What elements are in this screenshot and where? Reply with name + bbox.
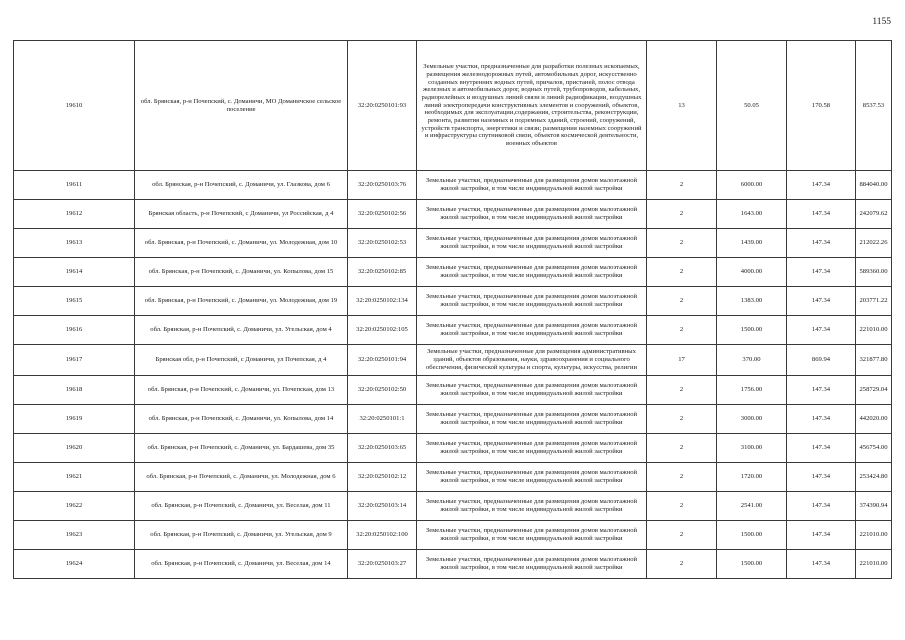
area-cell: 1500.00 (717, 521, 787, 550)
cadastral-value-cell: 442020.00 (856, 405, 892, 434)
land-registry-table (13, 40, 892, 579)
address-cell: обл. Брянская, р-н Почепский, с. Доманичи, ул. Бардашева, дом 35 (135, 434, 348, 463)
address-cell: обл. Брянская, р-н Почепский, с. Доманичи, ул. Глазкова, дом 6 (135, 171, 348, 200)
specific-value-cell: 147.34 (787, 405, 856, 434)
group-cell: 2 (647, 405, 717, 434)
specific-value-cell: 147.34 (787, 287, 856, 316)
group-cell: 2 (647, 521, 717, 550)
table-row (14, 376, 892, 405)
row-number: 19616 (14, 316, 135, 345)
cadastral-value-cell: 221010.00 (856, 550, 892, 579)
specific-value-cell: 147.34 (787, 550, 856, 579)
cadastral-number-cell: 32:20:0250102:50 (348, 376, 417, 405)
table-row (14, 521, 892, 550)
specific-value-cell: 170.58 (787, 41, 856, 171)
cadastral-number-cell: 32:20:0250102:100 (348, 521, 417, 550)
area-cell: 50.05 (717, 41, 787, 171)
land-use-cell: Земельные участки, предназначенные для размещения домов малоэтажной жилой застройки, в том числе индивидуальной жилой застройки (417, 229, 647, 258)
group-cell: 13 (647, 41, 717, 171)
cadastral-value-cell: 221010.00 (856, 316, 892, 345)
address-cell: обл. Брянская, р-н Почепский, с. Доманичи, ул. Почепская, дом 13 (135, 376, 348, 405)
area-cell: 1720.00 (717, 463, 787, 492)
area-cell: 1643.00 (717, 200, 787, 229)
area-cell: 2541.00 (717, 492, 787, 521)
land-use-cell: Земельные участки, предназначенные для размещения домов малоэтажной жилой застройки, в том числе индивидуальной жилой застройки (417, 463, 647, 492)
specific-value-cell: 147.34 (787, 463, 856, 492)
row-number: 19611 (14, 171, 135, 200)
group-cell: 2 (647, 463, 717, 492)
area-cell: 1500.00 (717, 550, 787, 579)
table-row (14, 550, 892, 579)
area-cell: 3000.00 (717, 405, 787, 434)
address-cell: обл. Брянская, р-н Почепский, с. Доманичи, ул. Веселая, дом 14 (135, 550, 348, 579)
specific-value-cell: 147.34 (787, 258, 856, 287)
page-number: 1155 (872, 17, 891, 27)
table-row (14, 258, 892, 287)
group-cell: 2 (647, 258, 717, 287)
row-number: 19620 (14, 434, 135, 463)
specific-value-cell: 147.34 (787, 200, 856, 229)
land-use-cell: Земельные участки, предназначенные для размещения домов малоэтажной жилой застройки, в том числе индивидуальной жилой застройки (417, 287, 647, 316)
cadastral-value-cell: 203771.22 (856, 287, 892, 316)
cadastral-number-cell: 32:20:0250102:134 (348, 287, 417, 316)
area-cell: 4000.00 (717, 258, 787, 287)
row-number: 19621 (14, 463, 135, 492)
cadastral-value-cell: 253424.80 (856, 463, 892, 492)
address-cell: Брянская обл, р-н Почепский, с Доманичи, ул Почепская, д 4 (135, 345, 348, 376)
cadastral-value-cell: 321877.80 (856, 345, 892, 376)
address-cell: обл. Брянская, р-н Почепский, с. Доманичи, ул. Молодежная, дом 10 (135, 229, 348, 258)
row-number: 19615 (14, 287, 135, 316)
group-cell: 2 (647, 171, 717, 200)
land-use-cell: Земельные участки, предназначенные для размещения домов малоэтажной жилой застройки, в том числе индивидуальной жилой застройки (417, 258, 647, 287)
table-row (14, 345, 892, 376)
cadastral-value-cell: 374390.94 (856, 492, 892, 521)
address-cell: обл. Брянская, р-н Почепский, с. Доманичи, ул. Веселая, дом 11 (135, 492, 348, 521)
table-row (14, 171, 892, 200)
specific-value-cell: 869.94 (787, 345, 856, 376)
group-cell: 2 (647, 376, 717, 405)
table-body (14, 41, 892, 579)
table-row (14, 287, 892, 316)
cadastral-number-cell: 32:20:0250102:53 (348, 229, 417, 258)
land-use-cell: Земельные участки, предназначенные для размещения домов малоэтажной жилой застройки, в том числе индивидуальной жилой застройки (417, 521, 647, 550)
table-row (14, 492, 892, 521)
table-row (14, 463, 892, 492)
row-number: 19617 (14, 345, 135, 376)
table-row (14, 405, 892, 434)
specific-value-cell: 147.34 (787, 492, 856, 521)
row-number: 19612 (14, 200, 135, 229)
area-cell: 1500.00 (717, 316, 787, 345)
specific-value-cell: 147.34 (787, 171, 856, 200)
row-number: 19618 (14, 376, 135, 405)
row-number: 19610 (14, 41, 135, 171)
cadastral-number-cell: 32:20:0250103:14 (348, 492, 417, 521)
specific-value-cell: 147.34 (787, 434, 856, 463)
address-cell: обл. Брянская, р-н Почепский, с. Доманичи, ул. Угельская, дом 9 (135, 521, 348, 550)
area-cell: 1383.00 (717, 287, 787, 316)
cadastral-value-cell: 258729.04 (856, 376, 892, 405)
group-cell: 17 (647, 345, 717, 376)
table-row (14, 229, 892, 258)
row-number: 19623 (14, 521, 135, 550)
row-number: 19624 (14, 550, 135, 579)
land-use-cell: Земельные участки, предназначенные для размещения домов малоэтажной жилой застройки, в том числе индивидуальной жилой застройки (417, 492, 647, 521)
land-use-cell: Земельные участки, предназначенные для размещения домов малоэтажной жилой застройки, в том числе индивидуальной жилой застройки (417, 316, 647, 345)
area-cell: 370.00 (717, 345, 787, 376)
group-cell: 2 (647, 287, 717, 316)
area-cell: 1756.00 (717, 376, 787, 405)
group-cell: 2 (647, 229, 717, 258)
row-number: 19619 (14, 405, 135, 434)
cadastral-number-cell: 32:20:0250102:12 (348, 463, 417, 492)
land-use-cell: Земельные участки, предназначенные для размещения домов малоэтажной жилой застройки, в том числе индивидуальной жилой застройки (417, 434, 647, 463)
specific-value-cell: 147.34 (787, 316, 856, 345)
address-cell: обл. Брянская, р-н Почепский, с. Доманичи, МО Доманичское сельское поселение (135, 41, 348, 171)
address-cell: обл. Брянская, р-н Почепский, с. Доманичи, ул. Молодежная, дом 6 (135, 463, 348, 492)
land-use-cell: Земельные участки, предназначенные для размещения административных зданий, объектов образования, науки, здравоохранения и социального обеспечения, физической культуры и спорта, культуры, искусства, религии (417, 345, 647, 376)
cadastral-number-cell: 32:20:0250103:65 (348, 434, 417, 463)
row-number: 19613 (14, 229, 135, 258)
cadastral-value-cell: 8537.53 (856, 41, 892, 171)
land-use-cell: Земельные участки, предназначенные для размещения домов малоэтажной жилой застройки, в том числе индивидуальной жилой застройки (417, 405, 647, 434)
land-use-cell: Земельные участки, предназначенные для размещения домов малоэтажной жилой застройки, в том числе индивидуальной жилой застройки (417, 376, 647, 405)
cadastral-number-cell: 32:20:0250102:56 (348, 200, 417, 229)
cadastral-number-cell: 32:20:0250102:105 (348, 316, 417, 345)
area-cell: 1439.00 (717, 229, 787, 258)
address-cell: Брянская область, р-н Почепский, с Доманичи, ул Российская, д 4 (135, 200, 348, 229)
cadastral-value-cell: 456754.00 (856, 434, 892, 463)
cadastral-number-cell: 32:20:0250103:76 (348, 171, 417, 200)
row-number: 19614 (14, 258, 135, 287)
cadastral-number-cell: 32:20:0250103:27 (348, 550, 417, 579)
group-cell: 2 (647, 316, 717, 345)
group-cell: 2 (647, 434, 717, 463)
cadastral-value-cell: 884040.00 (856, 171, 892, 200)
table-row (14, 200, 892, 229)
address-cell: обл. Брянская, р-н Почепский, с. Доманичи, ул. Угельская, дом 4 (135, 316, 348, 345)
table-row (14, 41, 892, 171)
land-use-cell: Земельные участки, предназначенные для размещения домов малоэтажной жилой застройки, в том числе индивидуальной жилой застройки (417, 171, 647, 200)
land-use-cell: Земельные участки, предназначенные для размещения домов малоэтажной жилой застройки, в том числе индивидуальной жилой застройки (417, 200, 647, 229)
cadastral-value-cell: 589360.00 (856, 258, 892, 287)
land-use-cell: Земельные участки, предназначенные для размещения домов малоэтажной жилой застройки, в том числе индивидуальной жилой застройки (417, 550, 647, 579)
cadastral-value-cell: 221010.00 (856, 521, 892, 550)
land-use-cell: Земельные участки, предназначенные для разработки полезных ископаемых, размещения железнодорожных путей, автомобильных дорог, искусственно созданных внутренних водных путей, причалов, пристаней, полос отвода железных и автомобильных дорог, водных путей, трубопроводов, кабельных, радиорелейных и воздушных линий связи и линий радиофикации, воздушных линий электропередачи конструктивных элементов и сооружений, объектов, необходимых для эксплуатации,содержания, строительства, реконструкции, ремонта, развития наземных и подземных зданий, строений, сооружений, устройств транспорта, энергетики и связи; размещения наземных сооружений и инфраструктуры спутниковой связи, объектов космической деятельности, военных объектов (417, 41, 647, 171)
cadastral-number-cell: 32:20:0250102:85 (348, 258, 417, 287)
group-cell: 2 (647, 492, 717, 521)
group-cell: 2 (647, 550, 717, 579)
specific-value-cell: 147.34 (787, 376, 856, 405)
cadastral-number-cell: 32:20:0250101:93 (348, 41, 417, 171)
cadastral-number-cell: 32:20:0250101:94 (348, 345, 417, 376)
address-cell: обл. Брянская, р-н Почепский, с. Доманичи, ул. Копылова, дом 15 (135, 258, 348, 287)
cadastral-number-cell: 32:20:0250101:1 (348, 405, 417, 434)
cadastral-value-cell: 212022.26 (856, 229, 892, 258)
table-row (14, 316, 892, 345)
group-cell: 2 (647, 200, 717, 229)
specific-value-cell: 147.34 (787, 521, 856, 550)
row-number: 19622 (14, 492, 135, 521)
area-cell: 6000.00 (717, 171, 787, 200)
address-cell: обл. Брянская, р-н Почепский, с. Доманичи, ул. Копылова, дом 14 (135, 405, 348, 434)
cadastral-value-cell: 242079.62 (856, 200, 892, 229)
specific-value-cell: 147.34 (787, 229, 856, 258)
table-row (14, 434, 892, 463)
address-cell: обл. Брянская, р-н Почепский, с. Доманичи, ул. Молодежная, дом 19 (135, 287, 348, 316)
area-cell: 3100.00 (717, 434, 787, 463)
